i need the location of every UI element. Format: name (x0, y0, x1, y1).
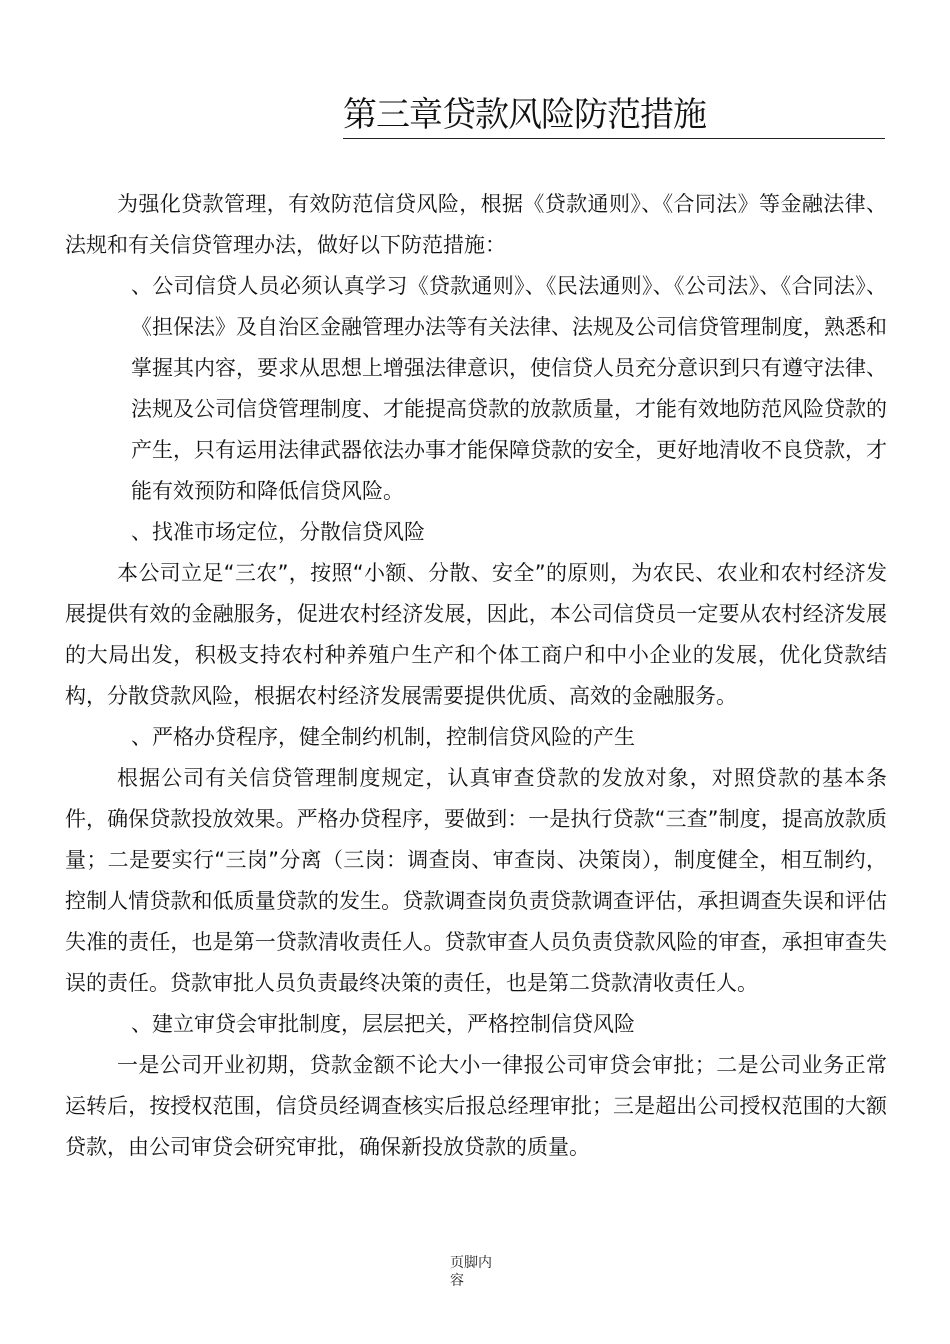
paragraph-intro: 为强化贷款管理，有效防范信贷风险，根据《贷款通则》、《合同法》等金融法律、法规和有关信贷管理办法，做好以下防范措施： (65, 192, 887, 257)
document-body (65, 184, 887, 1168)
section-4-heading: 、建立审贷会审批制度，层层把关，严格控制信贷风险 (131, 1012, 635, 1036)
page-title: 第三章贷款风险防范措施 (343, 92, 885, 139)
section-3-heading: 、严格办贷程序，健全制约机制，控制信贷风险的产生 (131, 725, 635, 749)
page-footer: 页脚内容 (450, 1255, 492, 1289)
section-4-paragraph: 一是公司开业初期，贷款金额不论大小一律报公司审贷会审批；二是公司业务正常运转后，按授权范围，信贷员经调查核实后报总经理审批；三是超出公司授权范围的大额贷款，由公司审贷会研究审批，确保新投放贷款的质量。 (65, 1053, 887, 1159)
section-1-paragraph: 、公司信贷人员必须认真学习《贷款通则》、《民法通则》、《公司法》、《合同法》、《担保法》及自治区金融管理办法等有关法律、法规及公司信贷管理制度，熟悉和掌握其内容，要求从思想上增强法律意识，使信贷人员充分意识到只有遵守法律、法规及公司信贷管理制度、才能提高贷款的放款质量，才能有效地防范风险贷款的产生，只有运用法律武器依法办事才能保障贷款的安全，更好地清收不良贷款，才能有效预防和降低信贷风险。 (131, 274, 887, 503)
section-3-paragraph: 根据公司有关信贷管理制度规定，认真审查贷款的发放对象，对照贷款的基本条件，确保贷款投放效果。严格办贷程序，要做到：一是执行贷款“三查”制度，提高放款质量；二是要实行“三岗”分离（三岗：调查岗、审查岗、决策岗），制度健全，相互制约，控制人情贷款和低质量贷款的发生。贷款调查岗负责贷款调查评估，承担调查失误和评估失准的责任，也是第一贷款清收责任人。贷款审查人员负责贷款风险的审查，承担审查失误的责任。贷款审批人员负责最终决策的责任，也是第二贷款清收责任人。 (65, 766, 887, 995)
section-2-heading: 、找准市场定位，分散信贷风险 (131, 520, 425, 544)
section-2-paragraph: 本公司立足“三农”，按照“小额、分散、安全”的原则，为农民、农业和农村经济发展提供有效的金融服务，促进农村经济发展，因此，本公司信贷员一定要从农村经济发展的大局出发，积极支持农村种养殖户生产和个体工商户和中小企业的发展，优化贷款结构，分散贷款风险，根据农村经济发展需要提供优质、高效的金融服务。 (65, 561, 887, 708)
